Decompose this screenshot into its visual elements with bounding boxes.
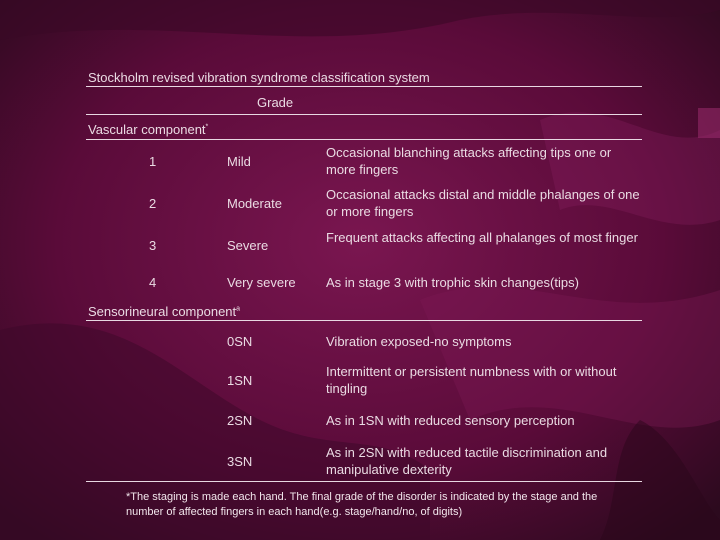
- sensorineural-label: Sensorineural component$^a$: [88, 304, 241, 319]
- vascular-desc-3: Frequent attacks affecting all phalanges of most finger: [326, 230, 638, 245]
- vascular-grade-1: Mild: [227, 154, 251, 169]
- vascular-stage-1: 1: [149, 154, 157, 169]
- bottom-rule: [86, 481, 642, 482]
- sensorineural-desc-2: As in 1SN with reduced sensory perception: [326, 413, 575, 428]
- sensorineural-desc-0: Vibration exposed-no symptoms: [326, 334, 512, 349]
- vascular-label: Vascular component*: [88, 122, 209, 137]
- vascular-stage-3: 3: [149, 238, 157, 253]
- sensorineural-stage-3: 3SN: [227, 454, 253, 469]
- vascular-desc-4: As in stage 3 with trophic skin changes(tips): [326, 275, 579, 290]
- header-rule: [86, 114, 642, 115]
- sensorineural-stage-0: 0SN: [227, 334, 253, 349]
- vascular-stage-2: 2: [149, 196, 157, 211]
- table-title: Stockholm revised vibration syndrome classification system: [88, 70, 430, 85]
- grade-header: Grade: [257, 95, 294, 110]
- sensorineural-desc-1: Intermittent or persistent numbness with or without tingling: [326, 364, 617, 396]
- vascular-stage-4: 4: [149, 275, 157, 290]
- vascular-desc-2: Occasional attacks distal and middle phalanges of one or more fingers: [326, 187, 640, 219]
- vascular-grade-4: Very severe: [227, 275, 296, 290]
- sensorineural-rule: [86, 320, 642, 321]
- vascular-desc-1: Occasional blanching attacks affecting tips one or more fingers: [326, 145, 612, 177]
- vascular-grade-2: Moderate: [227, 196, 282, 211]
- vascular-rule: [86, 139, 642, 140]
- sensorineural-stage-1: 1SN: [227, 373, 253, 388]
- sensorineural-desc-3: As in 2SN with reduced tactile discrimination and manipulative dexterity: [326, 445, 608, 477]
- footnote: *The staging is made each hand. The final grade of the disorder is indicated by the stage and the number of affected fingers in each hand(e.g. stage/hand/no, of digits): [126, 491, 598, 518]
- top-rule: [86, 86, 642, 87]
- vascular-grade-3: Severe: [227, 238, 269, 253]
- sensorineural-stage-2: 2SN: [227, 413, 253, 428]
